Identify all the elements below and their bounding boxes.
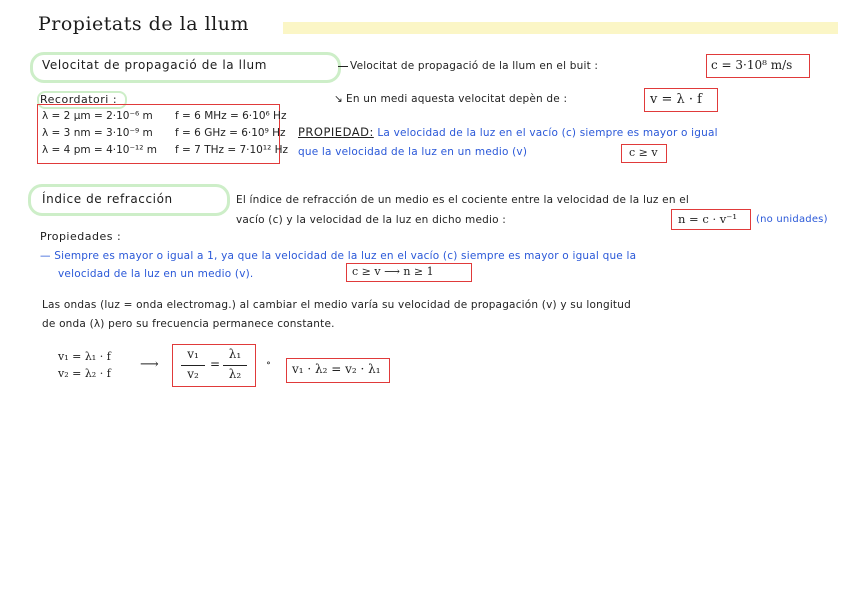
waves-line-1: Las ondas (luz = onda electromag.) al cambiar el medio varía su velocidad de propagación (v) y su longitud: [42, 299, 631, 311]
derivation-equations: [58, 348, 111, 382]
recordatori-lambda-2: λ = 3 nm = 3·10⁻⁹ m: [42, 127, 153, 139]
recordatori-freq-3: f = 7 THz = 7·10¹² Hz: [175, 144, 289, 156]
ratio-lambda1: λ₁: [228, 347, 242, 361]
medium-speed-formula: v = λ · f: [650, 92, 702, 107]
recordatori-lambda-1: λ = 2 μm = 2·10⁻⁶ m: [42, 110, 153, 122]
recordatori-freq-2: f = 6 GHz = 6·10⁹ Hz: [175, 127, 286, 139]
medium-speed-text: ↘ En un medi aquesta velocitat depèn de :: [334, 93, 568, 105]
waves-line-2: de onda (λ) pero su frecuencia permanece constante.: [42, 318, 335, 330]
recordatori-lambda-column: [42, 108, 157, 159]
refraction-heading: Índice de refracción: [42, 192, 173, 206]
propiedades-line-1: — Siempre es mayor o igual a 1, ya que la velocidad de la luz en el vacío (c) siempre es mayor o igual que la: [40, 250, 637, 262]
ratio-equals: =: [210, 357, 221, 371]
propiedad-line-2: que la velocidad de la luz en un medio (v): [298, 146, 528, 158]
ratio-lambda2: λ₂: [228, 367, 242, 381]
recordatori-freq-1: f = 6 MHz = 6·10⁶ Hz: [175, 110, 287, 122]
ratio-v2: v₂: [187, 367, 199, 381]
ratio-v1: v₁: [187, 347, 199, 361]
ratio-left-bar: [181, 365, 205, 366]
propiedades-line-2: velocidad de la luz en un medio (v).: [58, 268, 254, 280]
refraction-line-2: vacío (c) y la velocidad de la luz en dicho medio :: [236, 214, 507, 226]
derivation-eq-1: v₁ = λ₁ · f: [58, 350, 111, 363]
refraction-line-1: El índice de refracción de un medio es el cociente entre la velocidad de la luz en el: [236, 194, 690, 206]
recordatori-freq-column: [175, 108, 288, 159]
result-formula: v₁ · λ₂ = v₂ · λ₁: [292, 362, 381, 376]
derivation-dot: ∘: [266, 358, 271, 369]
refraction-formula: n = c · v⁻¹: [678, 212, 737, 226]
propiedad-formula: c ≥ v: [629, 146, 658, 159]
propiedades-label: Propiedades :: [40, 230, 122, 243]
vacuum-speed-text: Velocitat de propagació de la llum en el buit :: [338, 60, 598, 72]
refraction-note: (no unidades): [756, 214, 828, 225]
propiedades-formula: c ≥ v ⟶ n ≥ 1: [352, 265, 434, 278]
derivation-eq-2: v₂ = λ₂ · f: [58, 367, 111, 380]
propiedad-line-1: PROPIEDAD: La velocidad de la luz en el vacío (c) siempre es mayor o igual: [298, 125, 718, 139]
propiedad-label: PROPIEDAD:: [298, 125, 374, 139]
ratio-right-bar: [223, 365, 247, 366]
title-highlight: [283, 22, 838, 34]
recordatori-label: Recordatori :: [40, 93, 118, 106]
vacuum-speed-formula: c = 3·10⁸ m/s: [711, 58, 793, 72]
derivation-arrow: ⟶: [140, 357, 159, 372]
velocity-heading: Velocitat de propagació de la llum: [42, 58, 267, 72]
recordatori-lambda-3: λ = 4 pm = 4·10⁻¹² m: [42, 144, 157, 156]
page-title: Propietats de la llum: [38, 13, 249, 35]
